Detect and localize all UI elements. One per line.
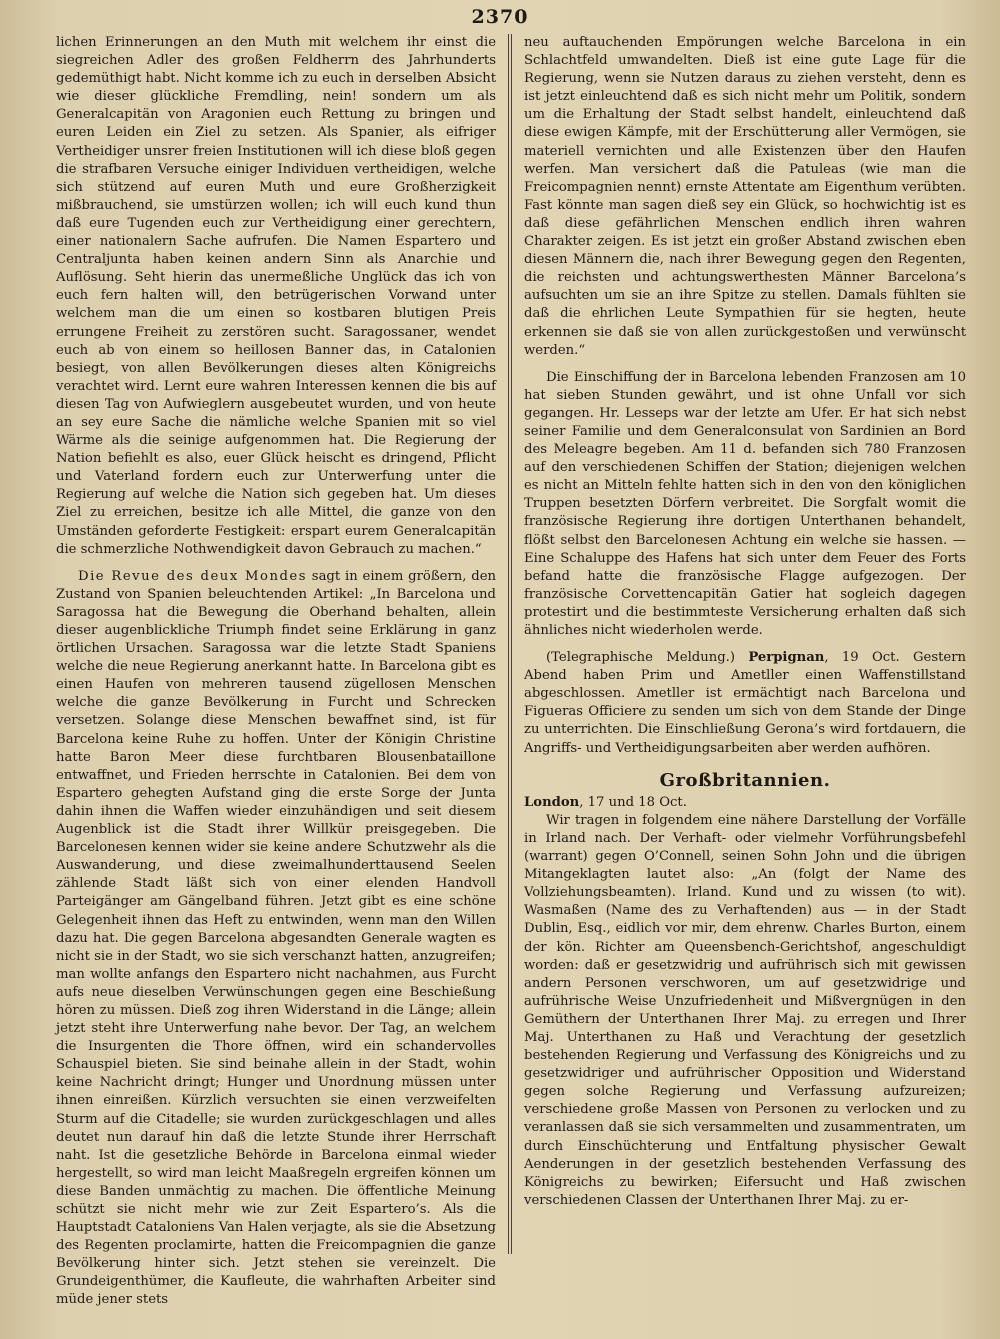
right-column bbox=[524, 34, 966, 1210]
dateline-place: London bbox=[524, 794, 580, 810]
telegraph-text: , 19 Oct. Gestern Abend haben Prim und Ametller einen Waffenstillstand abgeschlossen. Ametller ist ermächtigt nach Barcelona und Figueras Officiere zu senden um sich von dem Stande der Dinge zu unterrichten. Die Einschließung Gerona’s wird fortdauern, die Angriffs- und Vertheidigungsarbeiten aber werden aufhören. bbox=[524, 650, 966, 756]
revue-article-continued: neu auftauchenden Empörungen welche Barcelona in ein Schlachtfeld umwandelten. Dieß ist eine gute Lage für die Regierung, wenn sie Nutzen daraus zu ziehen versteht, denn es ist jetzt einleuchtend daß es sich nicht mehr um Politik, sondern um die Erhaltung der Stadt selbst handelt, einleuchtend daß diese ewigen Kämpfe, mit der Erschütterung aller Vermögen, sie materiell vernichten und alle Existenzen über den Haufen werfen. Man versichert daß die Patuleas (wie man die Freicompagnien nennt) ernste Attentate am Eigenthum verübten. Fast könnte man sagen dieß sey ein Glück, so hochwichtig ist es daß diese gefährlichen Menschen endlich ihren wahren Charakter zeigen. Es ist jetzt ein großer Abstand zwischen eben diesen Männern die, nach ihrer Bewegung gegen den Regenten, die reichsten und achtungswerthesten Männer Barcelona’s aufsuchten um sie an ihre Spitze zu stellen. Damals fühlten sie daß die ehrlichen Leute Sympathien für sie hegten, heute erkennen sie daß sie von allen zurückgestoßen und verwünscht werden.“ bbox=[524, 35, 966, 358]
dateline bbox=[524, 794, 966, 812]
section-heading: Großbritannien. bbox=[659, 769, 831, 791]
publication-name: Die Revue des deux Mondes bbox=[78, 568, 307, 584]
revue-article-text: sagt in einem größern, den Zustand von Spanien beleuchtenden Artikel: „In Barcelona und Saragossa hat die Bewegung die Oberhand behalten, allein dieser augenblickliche Triumph findet seine Erklärung in ganz örtlichen Ursachen. Saragossa war die letzte Stadt Spaniens welche die neue Regierung anerkannt hatte. In Barcelona gibt es einen Haufen von mehreren tausend zügellosen Menschen welche die ganze Bevölkerung in Furcht und Schrecken versetzen. Solange diese Menschen bewaffnet sind, ist für Barcelona keine Ruhe zu hoffen. Unter der Königin Christine hatte Baron Meer diese furchtbaren Blousenbataillone entwaffnet, und Frieden herrschte in Catalonien. Bei dem von Espartero gehegten Aufstand ging die erste Sorge der Junta dahin ihnen die Waffen wieder einzuhändigen und seit diesem Augenblick ist die Stadt ihrer Willkür preisgegeben. Die Barcelonesen kennen wider sie keine andere Schutzwehr als die Auswanderung, und diese zweimalhunderttausend Seelen zählende Stadt läßt sich von einer elenden Handvoll Parteigänger am Gängelband führen. Jetzt gibt es eine schöne Gelegenheit ihnen das Heft zu entwinden, wenn man den Willen dazu hat. Die gegen Barcelona abgesandten Generale wagten es nicht sie in der Stadt, wo sie sich verschanzt hatten, anzugreifen; man wollte anfangs den Espartero nicht nachahmen, aus Furcht aufs neue dieselben Verwünschungen gegen eine Beschießung hören zu müssen. Dieß zog ihren Widerstand in die Länge; allein jetzt steht ihre Unterwerfung nahe bevor. Der Tag, an welchem die Insurgenten die Thore öffnen, wird ein schandervolles Schauspiel bieten. Sie sind beinahe allein in der Stadt, wohin keine Nachricht dringt; Hunger und Unordnung müssen unter ihnen einreißen. Kürzlich versuchten sie einen verzweifelten Sturm auf die Citadelle; sie wurden zurückgeschlagen und alles deutet nun darauf hin daß die letzte Stunde ihrer Herrschaft naht. Ist die gesetzliche Behörde in Barcelona einmal wieder hergestellt, so wird man leicht Maaßregeln ergreifen können um diese Banden unmächtig zu machen. Die öffentliche Meinung schützt sie nicht mehr wie zur Zeit Espartero’s. Als die Hauptstadt Cataloniens Van Halen verjagte, als sie die Absetzung des Regenten proclamirte, hatten die Freicompagnien die ganze Bevölkerung hinter sich. Jetzt stehen sie vereinzelt. Die Grundeigenthümer, die Kaufleute, die wahrhaften Arbeiter sind müde jener stets bbox=[56, 568, 496, 1308]
revue-article bbox=[56, 568, 496, 1310]
dateline-place: Perpignan bbox=[748, 650, 825, 666]
telegraph-label: (Telegraphische Meldung.) bbox=[546, 650, 749, 666]
column-rule bbox=[508, 34, 509, 1254]
left-column bbox=[56, 34, 496, 1310]
dateline-date: , 17 und 18 Oct. bbox=[579, 794, 687, 810]
ireland-report: Wir tragen in folgendem eine nähere Darstellung der Vorfälle in Irland nach. Der Verhaft- oder vielmehr Vorführungsbefehl (warrant) gegen O’Connell, seinen Sohn John und die übrigen Mitangeklagten lautet also: „An (folgt der Name des Vollziehungsbeamten). Irland. Kund und zu wissen (to wit). Wasmaßen (Name des zu Verhaftenden) aus — in der Stadt Dublin, Esq., eidlich vor mir, dem ehrenw. Charles Burton, einem der kön. Richter am Queensbench-Gerichtshof, angeschuldigt worden: daß er gesetzwidrig und aufrührisch sich mit gewissen andern Personen verschworen, um auf gesetzwidrige und aufrührische Weise Unzufriedenheit und Mißvergnügen in den Gemüthern der Unterthanen Ihrer Maj. zu erregen und Ihrer Maj. Unterthanen zu Haß und Verachtung der gesetzlich bestehenden Regierung und Verfassung des Königreichs und zu gesetzwidriger und aufrührischer Opposition und Widerstand gegen solche Regierung und Verfassung aufzureizen; verschiedene große Massen von Personen zu verlocken und zu veranlassen daß sie sich versammelten und zusammentraten, um durch Einschüchterung und Entfaltung physischer Gewalt Aenderungen in der gesetzlich bestehenden Verfassung des Königreichs zu bewirken; Eifersucht und Haß zwischen verschiedenen Classen der Unterthanen Ihrer Maj. zu er- bbox=[524, 812, 966, 1208]
proclamation-text: lichen Erinnerungen an den Muth mit welchem ihr einst die siegreichen Adler des großen Feldherrn des Jahrhunderts gedemüthigt habt. Nicht komme ich zu euch in derselben Absicht wie dieser glückliche Fremdling, nein! sondern um als Generalcapitän von Aragonien euch Rettung zu bringen und euren Leiden ein Ziel zu setzen. Als Spanier, als eifriger Vertheidiger unsrer freien Institutionen will ich diese bloß gegen die strafbaren Versuche einiger Individuen vertheidigen, welche sich stützend auf euren Muth und eure Großherzigkeit mißbrauchend, sie umstürzen wollen; ich will euch kund thun daß eure Tugenden euch zur Vertheidigung einer gerechtern, einer nationalern Sache aufrufen. Die Namen Espartero und Centraljunta haben keinen andern Sinn als Anarchie und Auflösung. Seht hierin das unermeßliche Unglück das ich von euch fern halten will, den betrügerischen Vorwand unter welchem man die um einen so kostbaren blutigen Preis errungene Freiheit zu zerstören sucht. Saragossaner, wendet euch ab von einem so heillosen Banner das, in Catalonien besiegt, von allen Bevölkerungen dieses alten Königreichs verachtet wird. Lernt eure wahren Interessen kennen die bis auf diesen Tag von Aufwieglern ausgebeutet wurden, und von heute an sey eure Sache die nämliche welche Spanien mit so viel Wärme als die seinige aufgenommen hat. Die Regierung der Nation befiehlt es also, euer Glück heischt es dringend, Pflicht und Vaterland fordern euch zur Unterwerfung unter die Regierung auf welche die Nation sich gegeben hat. Um dieses Ziel zu erreichen, besitze ich alle Mittel, die ganze von den Umständen geforderte Festigkeit: erspart eurem Generalcapitän die schmerzliche Nothwendigkeit davon Gebrauch zu machen.“ bbox=[56, 35, 496, 557]
column-rule bbox=[511, 34, 512, 1254]
telegraph-report bbox=[524, 649, 966, 758]
embarkation-report: Die Einschiffung der in Barcelona lebenden Franzosen am 10 hat sieben Stunden gewährt, und ist ohne Unfall vor sich gegangen. Hr. Lesseps war der letzte am Ufer. Er hat sich nebst seiner Familie und dem Generalconsulat von Sardinien an Bord des Meleagre begeben. Am 11 d. befanden sich 780 Franzosen auf den verschiedenen Schiffen der Station; diejenigen welchen es nicht an Mitteln fehlte hatten sich in den von den königlichen Truppen besetzten Dörfern verbreitet. Die Sorgfalt womit die französische Regierung ihre dortigen Unterthanen behandelt, flößt selbst den Barcelonesen Achtung ein welche sie hassen. — Eine Schaluppe des Hafens hat sich unter dem Feuer des Forts befand hatte die französische Flagge aufgezogen. Der französische Corvettencapitän Gatier hat sogleich dagegen protestirt und die bestimmteste Versicherung erhalten daß sich ähnliches nicht wiederholen werde. bbox=[524, 369, 966, 638]
page-number: 2370 bbox=[471, 6, 529, 28]
